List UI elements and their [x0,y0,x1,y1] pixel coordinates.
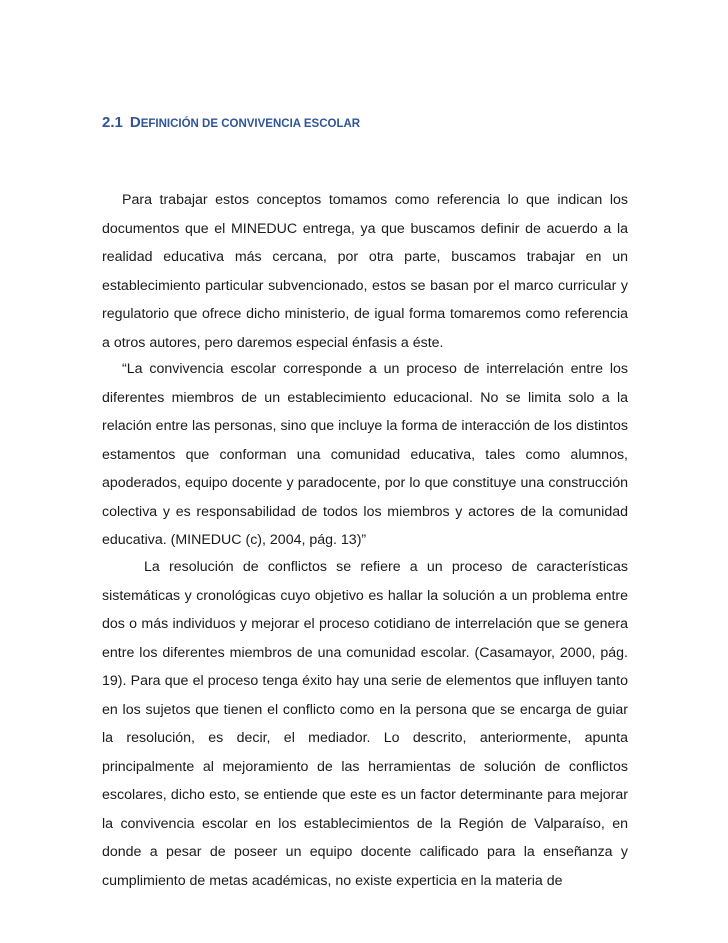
paragraph-quote: “La convivencia escolar corresponde a un proceso de interrelación entre los diferentes miembros de un establecimiento educacional. No se limita solo a la relación entre las personas, sino que incluye la forma de interacción de los distintos estamentos que conforman una comunidad educativa, tales como alumnos, apoderados, equipo docente y paradocente, por lo que constituye una construcción colectiva y es responsabilidad de todos los miembros y actores de la comunidad educativa. (MINEDUC (c), 2004, pág. 13)” [102,361,628,548]
section-title-initial: D [129,114,141,131]
paragraph-conflict-resolution: La resolución de conflictos se refiere a un proceso de características sistemáticas y cronológicas cuyo objetivo es hallar la solución a un problema entre dos o más individuos y mejorar el proceso cotidiano de interrelación que se genera entre los diferentes miembros de una comunidad escolar. (Casamayor, 2000, pág. 19). Para que el proceso tenga éxito hay una serie de elementos que influyen tanto en los sujetos que tienen el conflicto como en la persona que se encarga de guiar la resolución, es decir, el mediador. Lo descrito, anteriormente, apunta principalmente al mejoramiento de las herramientas de solución de conflictos escolares, dicho esto, se entiende que este es un factor determinante para mejorar la convivencia escolar en los establecimientos de la Región de Valparaíso, en donde a pesar de poseer un equipo docente calificado para la enseñanza y cumplimiento de metas académicas, no existe experticia en la materia de [102,559,628,889]
section-title-rest: EFINICIÓN DE CONVIVENCIA ESCOLAR [140,118,361,130]
section-number: 2.1 [102,114,123,131]
paragraph-intro: Para trabajar estos conceptos tomamos como referencia lo que indican los documentos que el MINEDUC entrega, ya que buscamos definir de acuerdo a la realidad educativa más cercana, por otra parte, buscamos trabajar en un establecimiento particular subvencionado, estos se basan por el marco curricular y regulatorio que ofrece dicho ministerio, de igual forma tomaremos como referencia a otros autores, pero daremos especial énfasis a éste. [102,192,628,351]
section-heading [102,112,642,134]
